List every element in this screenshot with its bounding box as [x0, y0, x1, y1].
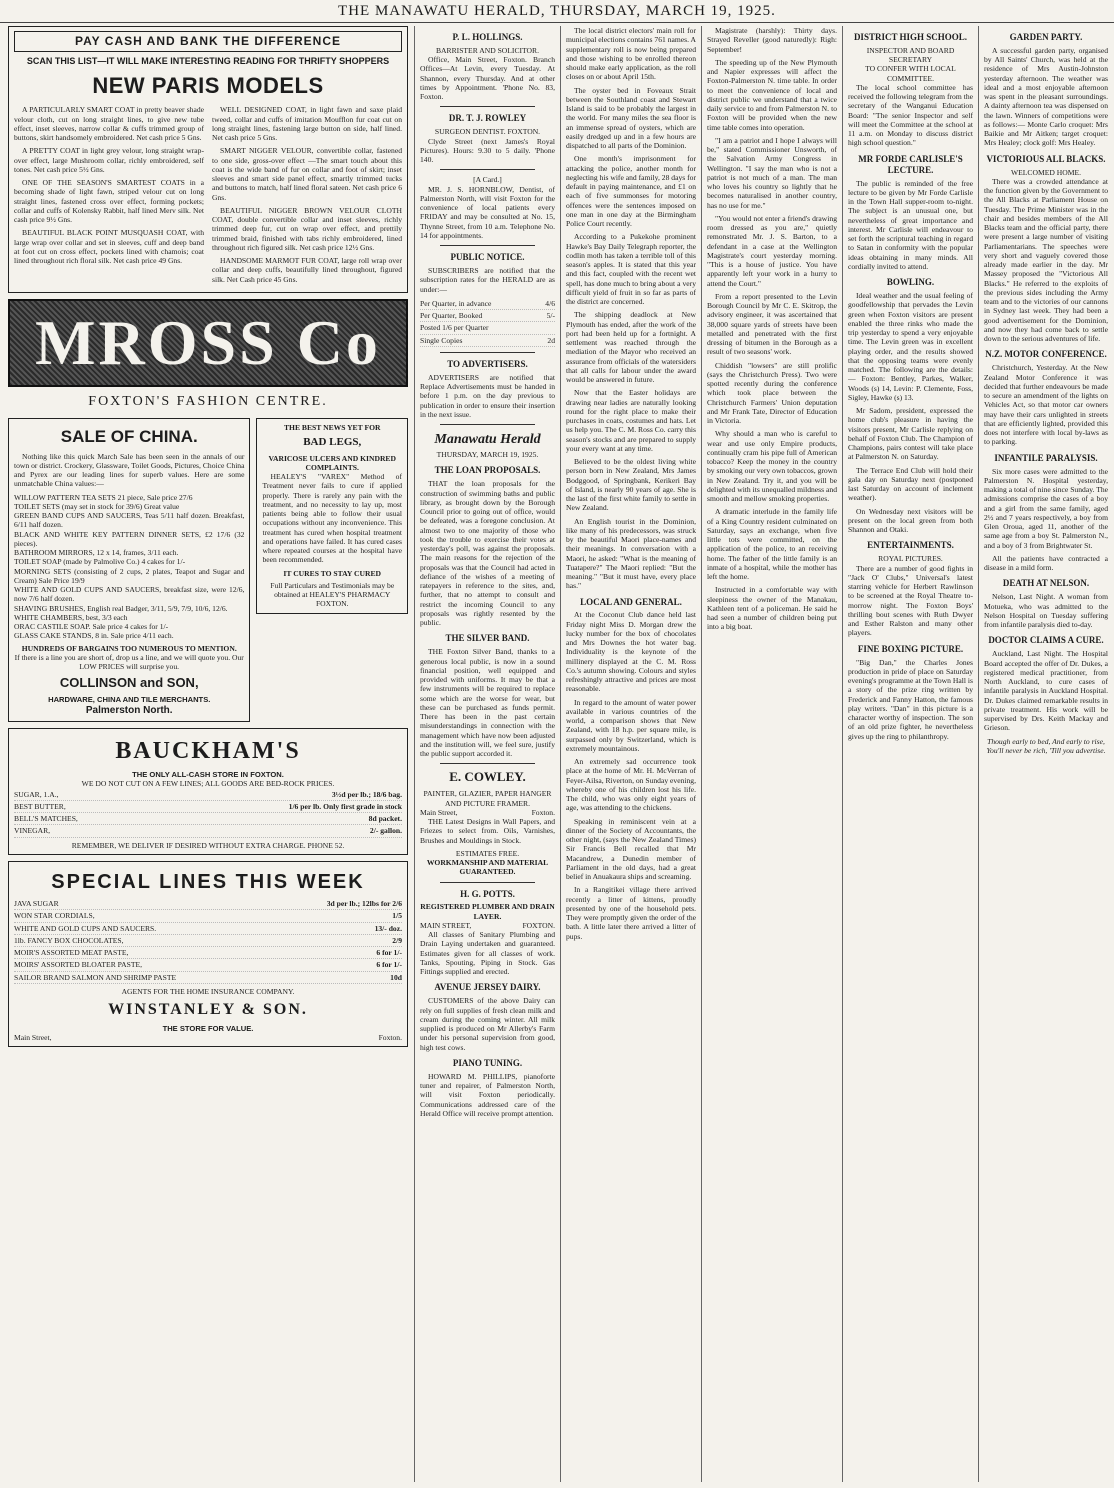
news-paragraph: In a Rangitikei village there arrived recently a litter of kittens, proudly presented by one of the household pets. They were promptly given the order of the bath. A little later there arrived a litter of pups.: [566, 885, 696, 941]
china-hundreds: HUNDREDS OF BARGAINS TOO NUMEROUS TO MENTION.: [21, 643, 237, 653]
motor-title: N.Z. MOTOR CONFERENCE.: [985, 349, 1107, 360]
column-ads-left: [8, 26, 408, 1482]
doctor-title: DOCTOR CLAIMS A CURE.: [988, 635, 1104, 646]
special-price: 3d per lb.; 12lbs for 2/6: [326, 899, 402, 909]
coat-item: WELL DESIGNED COAT, in light fawn and saxe plaid tweed, collar and cuffs of imitation Moufflon fur coat cut on long straight lines, fastening large button on side, half lined. Net cash price 5 Gns.: [212, 105, 402, 143]
rate-label: Single Copies: [420, 335, 463, 345]
special-price: 13/- doz.: [374, 923, 402, 933]
china-line: ORAC CASTILE SOAP. Sale price 4 cakes for 1/-: [14, 622, 169, 632]
bowling-text: Mr Sadom, president, expressed the home club's pleasure in having the visitors present, Mr Carlisle replying on behalf of Foxton Club. The Champion of Champions, pairs contest will take place at Palmerston N. on Saturday.: [848, 406, 973, 462]
paralysis-text: Six more cases were admitted to the Palmerston N. Hospital yesterday, making a total of nine since Sunday. The admissions comprise the cases of a boy and a girl from the same family, aged 2½ and 7 years respectively, a boy from Glen Oroua, aged 11, another of the same age from a boy St. Palmerston N., and a boy of 3 from Brightwater St.: [984, 466, 1108, 550]
column-news-3: [848, 26, 973, 1482]
news-paragraph: The shipping deadlock at New Plymouth has ended, after the work of the port had been held up for a fortnight. A settlement was reached through the mediation of the Mayor who received an assurance from officials of the watersiders that all calls for labour under the award would be answered in future.: [566, 310, 696, 384]
news-paragraph: From a report presented to the Levin Borough Council by Mr C. E. Skitrop, the advisory engineer, it was ascertained that 38,000 square yards of streets have been metalled and penetrated with the first dressing of bitumen in the Borough as a result of two seasons' work.: [707, 291, 837, 357]
news-paragraph: Speaking in reminiscent vein at a dinner of the Society of Accountants, the other night, (says the New Zealand Times) Sir Francis Bell recalled that Mr Macandrew, a Dunedin member of Parliament in the old days, had a great belief in Anuakaura ships and screaming.: [566, 816, 696, 882]
rowley-sub: SURGEON DENTIST. FOXTON.: [434, 127, 541, 137]
pay-cash-banner: PAY CASH AND BANK THE DIFFERENCE: [14, 31, 402, 52]
healey-title-3: VARICOSE ULCERS AND KINDRED COMPLAINTS.: [268, 453, 396, 472]
special-item: WON STAR CORDIALS,: [14, 911, 95, 921]
bauckham-item: VINEGAR,: [14, 826, 51, 836]
news-paragraph: Chiddish "lowsers" are still prolific (says the Christchurch Press). Two were spotted recently during the conference which took place between the Christchurch Farmers' Union deputation and Mr Frank Tate, Director of Education in Victoria.: [707, 360, 837, 425]
hollings-sub: BARRISTER AND SOLICITOR.: [435, 45, 540, 55]
rate-label: Per Quarter, in advance: [420, 298, 492, 308]
dhs-title: DISTRICT HIGH SCHOOL.: [853, 32, 968, 42]
coat-item: A PRETTY COAT in light grey velour, long straight wrap-over effect, large Mushroom collar, richly embroidered, self tones. Net cash price 5½ Gns.: [14, 146, 204, 174]
issue-date: THURSDAY, MARCH 19, 1925.: [436, 450, 539, 460]
china-line: TOILET SOAP (made by Palmolive Co.) 4 cakes for 1/-: [14, 557, 186, 567]
dairy-text: CUSTOMERS of the above Dairy can rely on full supplies of fresh clean milk and cream during the coming winter. All milk supplied is produced on Mr Allerby's Farm under his personal supervision from good, high test cows.: [420, 996, 555, 1052]
bauckham-item: SUGAR, 1.A.,: [14, 789, 59, 799]
bauckham-price: 2/- gallon.: [369, 826, 402, 836]
public-notice-title: PUBLIC NOTICE.: [450, 252, 525, 263]
china-note: If there is a line you are short of, drop us a line, and we will quote you. Our LOW PRICES will surprise you.: [14, 652, 244, 672]
winstanley-sub: THE STORE FOR VALUE.: [162, 1023, 254, 1033]
healey-cure: IT CURES TO STAY CURED: [283, 568, 382, 578]
subscribers-text: SUBSCRIBERS are notified that the subscription rates for the HERALD are as under:—: [420, 266, 555, 294]
healey-title-2: BAD LEGS,: [303, 436, 362, 449]
rate-value: 5/-: [546, 311, 555, 321]
bauckhams-note: WE DO NOT CUT ON A FEW LINES; ALL GOODS ARE BED-ROCK PRICES.: [81, 779, 335, 789]
bauckham-price: 8d packet.: [368, 814, 402, 824]
potts-addr: MAIN STREET,: [420, 920, 472, 930]
news-paragraph: Believed to be the oldest living white person born in New Zealand, Mrs James Bodggood, of Springbank, Kerikeri Bay of Island, is nearly 90 years of age. She is the last of the first white family to settle in New Zealand.: [566, 457, 696, 513]
bauckham-item: BEST BUTTER,: [14, 801, 66, 811]
bauckhams-title: BAUCKHAM'S: [115, 737, 301, 764]
advertisers-text: ADVERTISERS are notified that Replace Advertisements must be handed in before 1 p.m. on the day previous to publication in order to ensure their insertion in the next issue.: [420, 372, 555, 419]
news-paragraph: An English tourist in the Dominion, like many of his predecessors, was struck by the beautiful Maori place-names and their meanings. In conversation with a Maori, he asked: "What is the meaning of Tuatapere?" The Maori replied: "But the meaning." "But it must have, every place has.": [566, 516, 696, 591]
piano-title: PIANO TUNING.: [452, 1057, 523, 1068]
cowley-estimates: ESTIMATES FREE.: [455, 848, 520, 858]
special-item: MOIR'S ASSORTED MEAT PASTE,: [14, 948, 129, 958]
all-blacks-sub: WELCOMED HOME.: [1010, 167, 1082, 177]
china-line: TOILET SETS (may set in stock for 39/6) Great value: [14, 501, 180, 511]
news-paragraph: In regard to the amount of water power available in various countries of the world, a comparison shows that New Zealand, with 18 h.p. per square mile, is surpassed only by Switzerland, which is extremely mountainous.: [566, 697, 696, 753]
healey-text: HEALEY'S "VAREX" Method of Treatment never fails to cure if applied properly. There is rarely any pain with the treatment, and no necessity to lay up, most patients being able to follow their usual occupations without any inconvenience. This treatment has cured when hospital treatment and operations have failed. It has cured cases where repeated courses at the hospital have been recommended.: [262, 472, 402, 565]
dairy-title: AVENUE JERSEY DAIRY.: [434, 982, 541, 993]
loan-title: THE LOAN PROPOSALS.: [434, 465, 541, 476]
new-paris-models-title: NEW PARIS MODELS: [92, 72, 324, 98]
column-rule: [560, 26, 561, 1482]
collinson-name: COLLINSON and SON,: [59, 675, 199, 691]
column-notices: [420, 26, 555, 1482]
advertisers-title: TO ADVERTISERS.: [447, 358, 528, 369]
china-title: SALE OF CHINA.: [60, 427, 198, 446]
entertainments-text: There are a number of good fights in "Jack O' Clubs," Universal's latest starring vehicle for Herbert Rawlinson to be screened at the Royal Theatre to-morrow night. The Foxton Boys' thrilling bout scenes with Ruth Dwyer and Esther Ralston and many other players.: [848, 563, 973, 638]
bauckham-price: 1/6 per lb. Only first grade in stock: [288, 801, 402, 811]
sale-of-china-ad: [8, 418, 250, 722]
special-item: SAILOR BRAND SALMON AND SHRIMP PASTE: [14, 972, 177, 982]
special-lines-ad: [8, 861, 408, 1047]
local-title: LOCAL AND GENERAL.: [580, 596, 682, 607]
special-item: WHITE AND GOLD CUPS AND SAUCERS.: [14, 923, 157, 933]
band-title: THE SILVER BAND.: [445, 633, 530, 644]
winstanley-addr: Main Street,: [14, 1032, 52, 1042]
hollings-title: P. L. HOLLINGS.: [452, 32, 523, 42]
local-text: At the Coconut Club dance held last Friday night Miss D. Morgan drew the lucky number for the box of chocolates and Mrs Downes the hot water bag. Individuality is the keynote of the millinery displayed at the C. M. Ross Co.'s autumn showing. Colours and styles refreshingly attractive and prices are most reasonable.: [566, 610, 696, 694]
rate-label: Posted 1/6 per Quarter: [420, 323, 489, 333]
card-text: MR. J. S. HORNBLOW, Dentist, of Palmerston North, will visit Foxton for the convenience of local patients every FRIDAY and may be consulted at No. 15, Thynne Street, from 10 a.m. Telephone No. 14 for appointments.: [420, 184, 555, 240]
card-label: [A Card.]: [473, 175, 502, 185]
garden-text: A successful garden party, organised by All Saints' Church, was held at the residence of Mrs Austin-Johnston yesterday afternoon. The weather was ideal and a most enjoyable afternoon was spent in the pleasant surroundings. A dainty afternoon tea was dispensed on the lawn. Winners of competitions were as follows:— Monte Carlo croquet: Mrs Baikie and Mr Aitken; target croquet: Mrs Healey; clock golf: Mrs Healey.: [984, 45, 1108, 148]
column-rule: [701, 26, 702, 1482]
rowley-title: DR. T. J. ROWLEY: [448, 113, 527, 124]
special-price: 1/5: [392, 911, 402, 921]
advertise-rhyme: Though early to bed, And early to rise, You'll never be rich, 'Till you advertise.: [986, 736, 1106, 755]
forde-text: The public is reminded of the free lecture to be given by Mr Forde Carlisle in the Town Hall supper-room to-night. The subject is an unusual one, but nevertheless of great importance and interest. Mr Carlisle will endeavour to set forth the scriptural teaching in regard to Satan in conformity with the popular ideas obtaining in many minds. All cordially invited to attend.: [848, 178, 973, 271]
news-paragraph: A dramatic interlude in the family life of a King Country resident culminated on Saturday, says an exchange, when five little tots were committed, on the application of the police, to an receiving home. The father of the little family is an inmate of a hospital, while the mother has left the home.: [707, 507, 837, 581]
special-price: 2/9: [392, 935, 402, 945]
column-news-2: [707, 26, 837, 1482]
garden-title: GARDEN PARTY.: [1009, 32, 1083, 42]
coat-item: BEAUTIFUL NIGGER BROWN VELOUR CLOTH COAT, double convertible collar and inset sleeves, richly trimmed deep fur, cut on wrap over effect, and prettily trimmed braid, finished with tabs richly embroidered, lined throughout rich figured silk. Net cash price 12½ Gns.: [212, 205, 402, 252]
coat-item: BEAUTIFUL BLACK POINT MUSQUASH COAT, with large wrap over collar and set in sleeves, cuff and deep band at foot cut on cross effect, pockets lined with chamois; coat lined throughout rich floral silk. Net cash price 49 Gns.: [14, 228, 204, 266]
winstanley-town: Foxton.: [378, 1032, 402, 1042]
ross-co-subtitle: FOXTON'S FASHION CENTRE.: [88, 393, 328, 409]
special-price: 10d: [390, 972, 402, 982]
news-paragraph: Instructed in a comfortable way with sleepiness the owner of the Manakau, Kathleen tent of a policeman. He said he had seen a number of children being put into a big boat.: [707, 585, 837, 632]
paralysis-title: INFANTILE PARALYSIS.: [994, 452, 1098, 463]
special-item: MOIRS' ASSORTED BLOATER PASTE,: [14, 960, 143, 970]
news-paragraph: According to a Pukekohe prominent Hawke's Bay Daily Telegraph reporter, the codlin moth has taken a terrible toll of this season's apples. It is stated that this year and this fact, coupled with the recent wet spell, has done much to bring about a very difficult yield of fruit in so far as parts of the district are concerned.: [566, 232, 696, 306]
bowling-title: BOWLING.: [886, 277, 935, 288]
coat-item: HANDSOME MARMOT FUR COAT, large roll wrap over collar and deep cuffs, beautifully lined throughout, figured silk. Net Cash price 45 Gns.: [212, 256, 402, 284]
china-line: WHITE CHAMBERS, best, 3/3 each: [14, 612, 128, 622]
potts-text: All classes of Sanitary Plumbing and Drain Laying undertaken and guaranteed. Estimates given for all classes of work. Tanks, Spouting, Piping in Stock. Gas Fittings supplied and erected.: [420, 930, 555, 977]
cowley-addr: Main Street,: [420, 807, 458, 817]
winstanley-name: WINSTANLEY & SON.: [108, 1001, 308, 1019]
boxing-text: "Big Dan," the Charles Jones production in pride of place on Saturday evening's programme at the Town Hall is a story of the prize ring written by Frederick and Fanny Hatton, the famous play writers. "Dan" in this picture is a character worthy of inspection. The son of an old prize fighter, he nevertheless gives up the ring to philanthropy.: [848, 657, 973, 741]
special-price: 6 for 1/-: [376, 960, 402, 970]
china-line: BLACK AND WHITE KEY PATTERN DINNER SETS, £2 17/6 (32 pieces).: [14, 529, 245, 548]
loan-text: THAT the loan proposals for the construction of swimming baths and public library, as brought down by the Borough Council prior to going out of office, would be defeated, was a foregone conclusion. At almost two to one majority of those who took the trouble to exercise their votes at yesterday's poll, was against the proposals. The main reasons for the rejection of the proposals was that the Council had acted in defiance of the wishes of a meeting of ratepayers in reference to the sites, and, further, that no attempt to consult and restrict the incoming Council to any proposals was rightly resented by the public.: [420, 479, 555, 628]
news-paragraph: An extremely sad occurrence took place at the home of Mr. H. McVerran of Feyer-Ailsa, Riverton, on Sunday evening, whereby one of his children lost his life. The child, who was only eight years of age, was attending to the chickens.: [566, 757, 696, 813]
ross-co-logo: MROSS Co: [8, 299, 408, 387]
rate-label: Per Quarter, Booked: [420, 311, 483, 321]
bowling-text: Ideal weather and the usual feeling of goodfellowship that pervades the Levin green when Foxton visitors are present enabled the three rinks who made the trip yesterday to spend a very enjoyable time. The Levin green was in excellent playing order, and the results showed that the opposing teams were evenly matched. The following are the details:— Foxton: Bentley, Parkes, Walker, Woods (s) 14, Levin: P. Clemente, Foss, Sigley, Hawke (s) 13.: [848, 291, 973, 402]
boxing-title: FINE BOXING PICTURE.: [857, 643, 964, 654]
news-paragraph: The local district electors' main roll for municipal elections contains 761 names. A supplementary roll is now being prepared and those wishing to be enrolled thereon should make early application, as the roll closes on or about April 15th.: [566, 26, 696, 82]
collinson-sub: HARDWARE, CHINA AND TILE MERCHANTS.: [48, 695, 211, 705]
news-paragraph: Magistrate (harshly): Thirty days. Strayed Reveller (good naturedly): Righ: September!: [707, 26, 837, 54]
paralysis-text: All the patients have contracted a disease in a mild form.: [984, 553, 1108, 573]
hollings-text: Office, Main Street, Foxton. Branch Offices—At Levin, every Tuesday. At Shannon, every Thursday. And at other times by Appointment. 'Phone No. 83, Foxton.: [420, 55, 555, 102]
masthead: THE MANAWATU HERALD, THURSDAY, MARCH 19, 1925.: [0, 0, 1114, 23]
column-rule: [414, 26, 415, 1482]
potts-town: FOXTON.: [522, 920, 555, 930]
all-blacks-text: There was a crowded attendance at the function given by the Government to the All Blacks at Parliament House on Tuesday. The Prime Minister was in the chair and besides members of the All Blacks team and the official party, there were present a large number of visiting Parliamentarians. The speeches were very short and vaguely covered those already made earlier in the day. Mr Massey proposed the "Victorious All Blacks." He referred to the exploits of the previous sides including the Army team and to the victories of our cannons in Sydney last week. They had been a good advertisement for the Dominion, and now they had come back to settle down to the serious adventures of life.: [984, 176, 1108, 344]
potts-sub: REGISTERED PLUMBER AND DRAIN LAYER.: [420, 902, 555, 921]
healey-title: THE BEST NEWS YET FOR: [283, 423, 381, 432]
china-line: WHITE AND GOLD CUPS AND SAUCERS, breakfast size, were 12/6, now 7/6 half dozen.: [14, 585, 245, 604]
bauckhams-ad: [8, 728, 408, 855]
cowley-sub: PAINTER, GLAZIER, PAPER HANGER AND PICTURE FRAMER.: [423, 789, 552, 808]
china-line: GREEN BAND CUPS AND SAUCERS, Teas 5/11 half dozen. Breakfast, 6/11 half dozen.: [14, 511, 245, 530]
rate-value: 4/6: [545, 298, 555, 308]
column-news-4: [984, 26, 1108, 1482]
coat-item: ONE OF THE SEASON'S SMARTEST COATS in a becoming shade of light fawn, striped velour cut on long straight lines, fastened cross over effect, forming pockets; collar and cuffs of Kolensky Rabbit, half lined Merv silk. Net cash price 9½ Gns.: [14, 178, 204, 225]
coats-columns: [14, 105, 402, 288]
coat-item: SMART NIGGER VELOUR, convertible collar, fastened to one side, gross-over effect —The smart touch about this coat is the wide band of fur on collar and foot of skirt; inset sleeves and smart side panel effect, smartly trimmed tucks and buttons to match, half lined floral sateen. Net cash price 6 Gns.: [212, 146, 402, 202]
new-paris-models-ad: [8, 26, 408, 293]
entertainments-title: ENTERTAINMENTS.: [867, 540, 954, 551]
special-item: 1lb. FANCY BOX CHOCOLATES,: [14, 935, 124, 945]
special-item: JAVA SUGAR: [14, 899, 59, 909]
all-blacks-title: VICTORIOUS ALL BLACKS.: [986, 153, 1106, 164]
cowley-work: WORKMANSHIP AND MATERIAL GUARANTEED.: [426, 858, 549, 877]
bauckham-deliver: REMEMBER, WE DELIVER IF DESIRED WITHOUT EXTRA CHARGE. PHONE 52.: [71, 840, 345, 850]
cowley-text: THE Latest Designs in Wall Papers, and Friezes to select from. Oils, Varnishes, Brushes and Mouldings in Stock.: [420, 817, 555, 845]
cowley-town: Foxton.: [531, 807, 555, 817]
special-price: 6 for 1/-: [376, 948, 402, 958]
death-text: Nelson, Last Night. A woman from Motueka, who was admitted to the Nelson Hospital on Tuesday suffering from infantile paralysis died to-day.: [984, 592, 1108, 630]
column-rule: [842, 26, 843, 1482]
death-title: DEATH AT NELSON.: [1002, 578, 1090, 589]
dhs-text: The local school committee has received the following telegram from the secretary of the Wanganui Education Board: "The senior Inspector and self will meet the Committee at the school at 11 a.m. on Monday to discuss district high school question.": [848, 82, 973, 148]
band-text: THE Foxton Silver Band, thanks to a generous local public, is now in a sound financial position, well equipped and provided with uniforms. It may be that a few instruments will be required to replace some which are the worse for wear, but these can be purchased as funds permit. There has been in the past certain misunderstandings in connection with the management which have now been adjusted and the institution will, we feel sure, justify the public support accorded it.: [420, 647, 555, 759]
bauckhams-sub: THE ONLY ALL-CASH STORE IN FOXTON.: [132, 770, 284, 780]
rate-value: 2d: [547, 335, 555, 345]
dhs-sub: INSPECTOR AND BOARD SECRETARY: [866, 45, 955, 65]
china-line: WILLOW PATTERN TEA SETS 21 piece, Sale price 27/6: [14, 492, 193, 502]
china-line: MORNING SETS (consisting of 2 cups, 2 plates, Teapot and Sugar and Cream) Sale Price 19/9: [14, 566, 245, 585]
healey-ad: [256, 418, 408, 614]
coat-item: A PARTICULARLY SMART COAT in pretty beaver shade velour cloth, cut on long straight lines, to give new tube effect, inset sleeves, narrow collar & cuffs trimmed group of buttons, skirt handsomely embroidered. Net cash price 5 Gns.: [14, 105, 204, 143]
rowley-text: Clyde Street (next James's Royal Pictures). Hours: 9.30 to 5 daily. 'Phone 140.: [420, 136, 555, 165]
potts-title: H. G. POTTS.: [460, 888, 515, 899]
scan-line: SCAN THIS LIST—IT WILL MAKE INTERESTING READING FOR THRIFTY SHOPPERS: [26, 55, 390, 66]
bauckham-price: 3½d per lb.; 18/6 bag.: [331, 789, 402, 799]
china-line: BATHROOM MIRRORS, 12 x 14, frames, 3/11 each.: [14, 548, 179, 558]
news-paragraph: "You would not enter a friend's drawing room dressed as you are," quietly remonstrated Mr. J. S. Barton, to a defendant in a case at the Wellington Magistrate's court yesterday morning. "This is a house of justice. You have apparently left your work in a hurry to attend the Court.": [707, 213, 837, 288]
news-paragraph: The speeding up of the New Plymouth and Napier expresses will affect the Foxton-Palmerston N. time table. In order to meet the convenience of local and district public we understand that a twice daily service to and from Palmerston N. to Foxton will be provided when the new time table comes into operation.: [707, 57, 837, 132]
china-line: GLASS CAKE STANDS, 8 in. Sale price 4/11 each.: [14, 631, 174, 641]
column-news-1: [566, 26, 696, 1482]
bowling-text: The Terrace End Club will hold their gala day on Saturday next (postponed last Saturday on account of inclement weather).: [848, 465, 973, 503]
special-agents: AGENTS FOR THE HOME INSURANCE COMPANY.: [121, 986, 295, 996]
news-paragraph: Why should a man who is careful to wear and use only Empire products, continually cram his pipe full of American tobacco? Keep the money in the country by smoking our very own tobaccos, grown in New Zealand. Try it, and you will be delighted with its unequalled mildness and smooth and mellow smoking properties.: [707, 429, 837, 503]
entertainments-sub: ROYAL PICTURES.: [878, 554, 943, 564]
cowley-title: E. COWLEY.: [449, 769, 526, 785]
collinson-town: Palmerston North.: [85, 704, 173, 716]
column-rule: [978, 26, 979, 1482]
news-paragraph: One month's imprisonment for attacking the police, another month for neglecting his wife and family, 28 days for default in paying maintenance, and £1 on each of five summonses for motoring offences were the sentences imposed on one man in one day at the Birmingham Police Court recently.: [566, 154, 696, 228]
news-paragraph: The oyster bed in Foveaux Strait between the Southland coast and Stewart Island is said to be probably the largest in the world. For many miles the sea floor is an immense spread of oysters, which are easily dredged up and in a few hours are dispatched to all parts of the Dominion.: [566, 85, 696, 150]
news-paragraph: "I am a patriot and I hope I always will be," stated Commissioner Unsworth, of the Salvation Army Congress in Wellington. "I say the man who is not a patriot is not much of a man. The man who loves his country so lightly that he becomes naturalised in another country, has no use for me.": [707, 135, 837, 210]
healey-foot: Full Particulars and Testimonials may be obtained at HEALEY'S PHARMACY FOXTON.: [270, 580, 395, 609]
motor-text: Christchurch, Yesterday. At the New Zealand Motor Conference it was decided that further endeavours be made to secure an amendment of the lights on Vehicles Act, so that motor car owners may have their cars unlighted in streets that are efficiently lighted, provided this does not interfere with local by-laws as to parking.: [984, 363, 1108, 447]
bowling-text: On Wednesday next visitors will be present on the local green from both Shannon and Otaki.: [848, 506, 973, 535]
doctor-text: Auckland, Last Night. The Hospital Board accepted the offer of Dr. Dukes, a registered medical practitioner, from North Auckland, to cure cases of infantile paralysis in Auckland Hospital. Dr. Dukes claimed remarkable results in private treatment. His work will be supervised by Drs. Keith Mackay and Grieson.: [984, 649, 1108, 733]
herald-nameplate: Manawatu Herald: [434, 432, 541, 448]
forde-title: MR FORDE CARLISLE'S LECTURE.: [858, 153, 963, 175]
special-lines-title: SPECIAL LINES THIS WEEK: [51, 870, 365, 893]
china-line: SHAVING BRUSHES, English real Badger, 3/11, 5/9, 7/9, 10/6, 12/6.: [14, 603, 228, 613]
china-intro: Nothing like this quick March Sale has been seen in the annals of our town or district. Crockery, Glassware, Toilet Goods, Pictures, Choice China and Pyrex are our leading lines for superb values. Here are some unmatchable China values:—: [14, 451, 245, 489]
bauckham-item: BELL'S MATCHES,: [14, 814, 78, 824]
news-paragraph: Now that the Easter holidays are drawing near ladies are naturally looking round for the right place to make their purchases in coats, costumes and hats. Let us help you. The C. M. Ross Co. carry this season's stocks and are prepared to supply your every want at any time.: [566, 388, 696, 453]
piano-text: HOWARD M. PHILLIPS, pianoforte tuner and repairer, of Palmerston North, will visit Foxton periodically. Communications addressed care of the Herald Office will receive prompt attention.: [420, 1071, 555, 1118]
dhs-sub-2: TO CONFER WITH LOCAL COMMITTEE.: [865, 64, 956, 83]
